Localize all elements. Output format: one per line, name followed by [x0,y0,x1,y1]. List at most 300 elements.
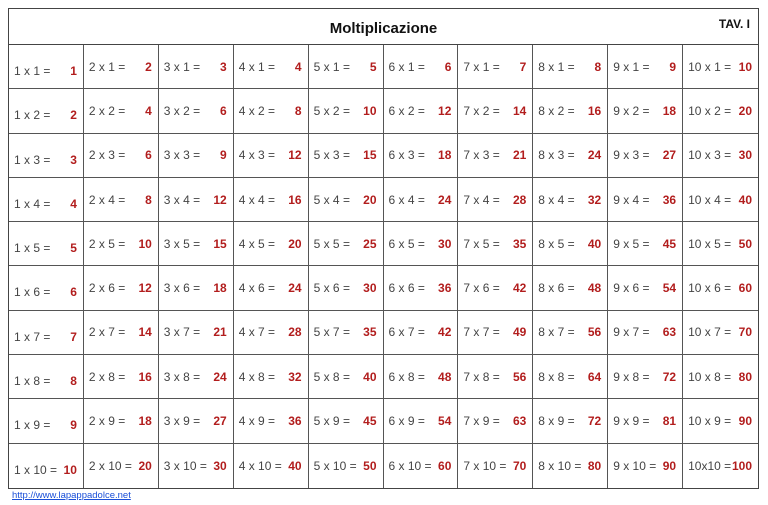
cell-result: 6 [444,59,452,74]
table-cell [234,89,309,133]
cell-result: 20 [288,236,302,251]
table-cell [683,266,758,310]
table-cell [533,89,608,133]
table-cell [608,222,683,266]
cell-result: 2 [145,59,152,74]
table-cell [159,355,234,399]
cell-result: 72 [587,414,602,429]
cell-result: 12 [288,148,302,163]
table-cell [234,178,309,222]
cell-result: 70 [738,325,752,340]
table-cell [533,45,608,89]
table-cell [84,45,159,89]
cell-result: 6 [145,148,152,163]
cell-expression: 4 x 5 = [238,236,276,251]
cell-result: 5 [369,59,377,74]
table-cell [458,266,533,310]
table-cell [9,45,84,89]
table-cell [683,311,758,355]
table-cell [159,178,234,222]
cell-expression: 10 x 3 = [688,148,732,163]
table-cell [384,266,459,310]
table-cell [159,266,234,310]
cell-expression: 9 x 8 = [613,369,650,384]
table-cell [533,222,608,266]
table-cell [159,222,234,266]
cell-expression: 3 x 1 = [163,59,201,74]
cell-expression: 10 x 9 = [688,414,732,429]
cell-result: 90 [662,458,677,473]
cell-result: 24 [288,281,302,296]
table-cell [9,266,84,310]
table-cell [608,178,683,222]
table-cell [309,311,384,355]
cell-result: 12 [213,192,227,207]
cell-result: 80 [738,369,752,384]
table-cell [458,222,533,266]
cell-result: 72 [662,369,677,384]
table-cell [384,311,459,355]
cell-result: 24 [587,148,602,163]
table-cell [234,222,309,266]
cell-result: 18 [438,148,452,163]
cell-expression: 1 x 7 = [14,329,51,344]
table-cell [159,311,234,355]
cell-result: 15 [213,236,227,251]
cell-result: 21 [512,148,527,163]
cell-expression: 4 x 7 = [238,325,276,340]
cell-expression: 10 x 6 = [688,281,732,296]
cell-expression: 5 x 8 = [313,369,350,384]
cell-expression: 5 x 10 = [313,458,357,473]
cell-result: 2 [70,108,77,123]
table-cell [533,134,608,178]
cell-expression: 8 x 10 = [538,458,582,473]
cell-expression: 2 x 7 = [88,325,126,340]
cell-expression: 4 x 3 = [238,148,276,163]
table-cell [159,399,234,443]
cell-result: 9 [669,59,677,74]
table-cell [9,134,84,178]
table-cell [234,45,309,89]
cell-expression: 4 x 2 = [238,103,276,118]
page-title: Moltiplicazione [329,20,438,37]
cell-expression: 10 x 1 = [688,59,732,74]
cell-result: 21 [213,325,227,340]
cell-result: 6 [70,285,77,300]
table-cell [384,89,459,133]
cell-expression: 1 x 1 = [14,63,51,78]
cell-expression: 4 x 4 = [238,192,276,207]
cell-expression: 1 x 9 = [14,418,51,433]
cell-result: 25 [363,236,377,251]
table-cell [384,222,459,266]
table-cell [384,355,459,399]
cell-result: 7 [70,329,77,344]
table-cell [9,399,84,443]
cell-expression: 6 x 10 = [388,458,432,473]
cell-expression: 1 x 2 = [14,108,51,123]
table-cell [608,89,683,133]
cell-result: 100 [731,458,752,473]
cell-expression: 7 x 10 = [463,458,507,473]
table-cell [683,444,758,488]
table-cell [608,444,683,488]
cell-result: 56 [512,369,527,384]
cell-expression: 8 x 9 = [538,414,575,429]
table-cell [533,355,608,399]
cell-result: 42 [438,325,452,340]
table-cell [9,355,84,399]
cell-expression: 7 x 4 = [463,192,500,207]
cell-result: 24 [438,192,452,207]
cell-result: 9 [220,148,227,163]
table-cell [608,45,683,89]
cell-result: 7 [519,59,527,74]
cell-expression: 9 x 3 = [613,148,650,163]
cell-result: 28 [288,325,302,340]
cell-result: 30 [363,281,377,296]
table-cell [159,45,234,89]
cell-result: 6 [220,103,227,118]
cell-expression: 2 x 1 = [88,59,126,74]
cell-expression: 6 x 9 = [388,414,425,429]
table-cell [84,134,159,178]
table-cell [384,178,459,222]
cell-result: 54 [662,281,677,296]
cell-result: 54 [438,414,452,429]
cell-expression: 10 x 7 = [688,325,732,340]
cell-expression: 7 x 8 = [463,369,500,384]
cell-expression: 6 x 8 = [388,369,425,384]
cell-expression: 7 x 1 = [463,59,500,74]
multiplication-grid [9,45,758,488]
cell-result: 15 [363,148,377,163]
cell-expression: 3 x 8 = [163,369,201,384]
table-cell [384,134,459,178]
table-cell [608,311,683,355]
cell-expression: 5 x 7 = [313,325,350,340]
table-cell [159,444,234,488]
cell-expression: 5 x 4 = [313,192,350,207]
table-cell [84,89,159,133]
cell-result: 36 [438,281,452,296]
cell-result: 8 [70,374,77,389]
table-cell [234,311,309,355]
cell-expression: 7 x 6 = [463,281,500,296]
cell-result: 70 [512,458,527,473]
cell-expression: 1 x 10 = [14,463,58,478]
table-cell [234,444,309,488]
cell-result: 45 [363,414,377,429]
cell-expression: 2 x 5 = [88,236,126,251]
table-cell [458,444,533,488]
table-cell [458,134,533,178]
cell-result: 90 [738,414,752,429]
cell-result: 20 [138,458,152,473]
table-cell [84,355,159,399]
table-cell [84,444,159,488]
cell-expression: 6 x 2 = [388,103,425,118]
table-cell [683,89,758,133]
cell-result: 50 [738,236,752,251]
cell-result: 60 [738,281,752,296]
table-cell [309,399,384,443]
cell-result: 32 [288,369,302,384]
table-cell [309,178,384,222]
cell-result: 8 [594,59,602,74]
cell-result: 5 [70,241,77,256]
cell-result: 28 [512,192,527,207]
cell-result: 16 [138,369,152,384]
cell-result: 36 [662,192,677,207]
cell-result: 24 [213,369,227,384]
table-cell [309,444,384,488]
table-cell [683,178,758,222]
table-cell [533,444,608,488]
cell-expression: 9 x 2 = [613,103,650,118]
cell-expression: 9 x 1 = [613,59,650,74]
cell-expression: 7 x 9 = [463,414,500,429]
cell-result: 9 [70,418,77,433]
cell-result: 30 [438,236,452,251]
table-cell [683,45,758,89]
table-cell [234,399,309,443]
cell-expression: 3 x 4 = [163,192,201,207]
table-cell [608,355,683,399]
table-cell [9,222,84,266]
cell-expression: 7 x 2 = [463,103,500,118]
cell-expression: 9 x 5 = [613,236,650,251]
cell-expression: 3 x 10 = [163,458,207,473]
cell-result: 3 [70,152,77,167]
cell-expression: 1 x 3 = [14,152,51,167]
cell-expression: 6 x 5 = [388,236,425,251]
table-number: TAV. I [718,17,750,31]
cell-result: 45 [662,236,677,251]
cell-result: 3 [220,59,227,74]
cell-expression: 9 x 10 = [613,458,657,473]
title-row [9,9,758,45]
cell-expression: 6 x 1 = [388,59,425,74]
cell-expression: 1 x 6 = [14,285,51,300]
cell-expression: 4 x 6 = [238,281,276,296]
table-cell [309,134,384,178]
cell-expression: 10x10 = [688,458,732,473]
table-cell [9,311,84,355]
table-cell [84,178,159,222]
cell-expression: 5 x 3 = [313,148,350,163]
table-cell [608,266,683,310]
cell-result: 10 [63,463,77,478]
table-cell [234,355,309,399]
multiplication-table-sheet [8,8,759,489]
cell-result: 10 [138,236,152,251]
table-cell [309,266,384,310]
cell-result: 63 [662,325,677,340]
cell-result: 48 [438,369,452,384]
cell-expression: 9 x 4 = [613,192,650,207]
cell-expression: 8 x 8 = [538,369,575,384]
cell-expression: 4 x 1 = [238,59,276,74]
cell-expression: 8 x 2 = [538,103,575,118]
table-cell [9,178,84,222]
cell-result: 50 [363,458,377,473]
cell-expression: 7 x 3 = [463,148,500,163]
table-cell [683,355,758,399]
cell-result: 40 [288,458,302,473]
cell-expression: 8 x 3 = [538,148,575,163]
cell-result: 81 [662,414,677,429]
cell-expression: 5 x 6 = [313,281,350,296]
cell-expression: 7 x 7 = [463,325,500,340]
cell-result: 10 [738,59,752,74]
table-cell [9,89,84,133]
cell-result: 18 [662,103,677,118]
table-cell [384,399,459,443]
cell-result: 49 [512,325,527,340]
table-cell [9,444,84,488]
website-link[interactable]: http://www.lapappadolce.net [12,490,131,501]
cell-result: 18 [213,281,227,296]
cell-expression: 4 x 10 = [238,458,282,473]
cell-expression: 4 x 9 = [238,414,276,429]
table-cell [234,266,309,310]
cell-expression: 9 x 6 = [613,281,650,296]
cell-result: 42 [512,281,527,296]
cell-result: 40 [738,192,752,207]
table-cell [458,45,533,89]
cell-expression: 10 x 4 = [688,192,732,207]
cell-result: 16 [587,103,602,118]
cell-expression: 5 x 9 = [313,414,350,429]
cell-result: 18 [138,414,152,429]
table-cell [683,134,758,178]
table-cell [458,399,533,443]
table-cell [533,178,608,222]
cell-expression: 8 x 5 = [538,236,575,251]
cell-expression: 9 x 9 = [613,414,650,429]
table-cell [84,311,159,355]
cell-expression: 4 x 8 = [238,369,276,384]
table-cell [533,399,608,443]
table-cell [309,45,384,89]
cell-expression: 8 x 1 = [538,59,575,74]
table-cell [309,89,384,133]
table-cell [608,134,683,178]
table-cell [608,399,683,443]
cell-expression: 2 x 4 = [88,192,126,207]
cell-result: 56 [587,325,602,340]
table-cell [384,45,459,89]
cell-expression: 1 x 5 = [14,241,51,256]
cell-result: 63 [512,414,527,429]
table-cell [683,399,758,443]
table-cell [458,355,533,399]
cell-expression: 1 x 8 = [14,374,51,389]
cell-expression: 6 x 6 = [388,281,425,296]
cell-result: 60 [438,458,452,473]
table-cell [309,355,384,399]
cell-expression: 10 x 5 = [688,236,732,251]
cell-result: 30 [213,458,227,473]
cell-expression: 3 x 2 = [163,103,201,118]
table-cell [84,399,159,443]
cell-result: 30 [738,148,752,163]
cell-expression: 10 x 8 = [688,369,732,384]
table-cell [458,311,533,355]
cell-expression: 1 x 4 = [14,196,51,211]
cell-result: 35 [363,325,377,340]
cell-expression: 6 x 3 = [388,148,425,163]
cell-result: 27 [213,414,227,429]
cell-result: 16 [288,192,302,207]
cell-expression: 2 x 3 = [88,148,126,163]
cell-result: 40 [587,236,602,251]
cell-result: 4 [70,196,77,211]
cell-expression: 3 x 3 = [163,148,201,163]
cell-result: 36 [288,414,302,429]
cell-expression: 3 x 9 = [163,414,201,429]
cell-expression: 2 x 2 = [88,103,126,118]
cell-expression: 7 x 5 = [463,236,500,251]
cell-result: 8 [145,192,152,207]
table-cell [84,222,159,266]
cell-expression: 6 x 7 = [388,325,425,340]
table-cell [159,134,234,178]
cell-expression: 2 x 10 = [88,458,132,473]
cell-expression: 3 x 5 = [163,236,201,251]
cell-result: 4 [145,103,152,118]
cell-result: 12 [438,103,452,118]
table-cell [384,444,459,488]
cell-result: 20 [738,103,752,118]
table-cell [234,134,309,178]
cell-expression: 10 x 2 = [688,103,732,118]
cell-expression: 3 x 7 = [163,325,201,340]
cell-result: 10 [363,103,377,118]
cell-result: 48 [587,281,602,296]
table-cell [84,266,159,310]
table-cell [533,311,608,355]
table-cell [458,178,533,222]
cell-expression: 3 x 6 = [163,281,201,296]
cell-result: 1 [70,63,77,78]
cell-expression: 2 x 6 = [88,281,126,296]
cell-result: 40 [363,369,377,384]
cell-expression: 5 x 1 = [313,59,350,74]
table-cell [159,89,234,133]
cell-result: 14 [138,325,152,340]
cell-expression: 8 x 7 = [538,325,575,340]
cell-result: 20 [363,192,377,207]
table-cell [458,89,533,133]
cell-result: 64 [587,369,602,384]
cell-result: 27 [662,148,677,163]
cell-result: 4 [294,59,302,74]
cell-expression: 6 x 4 = [388,192,425,207]
table-cell [683,222,758,266]
cell-expression: 8 x 4 = [538,192,575,207]
cell-expression: 5 x 2 = [313,103,350,118]
cell-expression: 2 x 9 = [88,414,126,429]
cell-expression: 2 x 8 = [88,369,126,384]
cell-result: 8 [294,103,302,118]
cell-expression: 9 x 7 = [613,325,650,340]
table-cell [309,222,384,266]
table-cell [533,266,608,310]
cell-result: 35 [512,236,527,251]
